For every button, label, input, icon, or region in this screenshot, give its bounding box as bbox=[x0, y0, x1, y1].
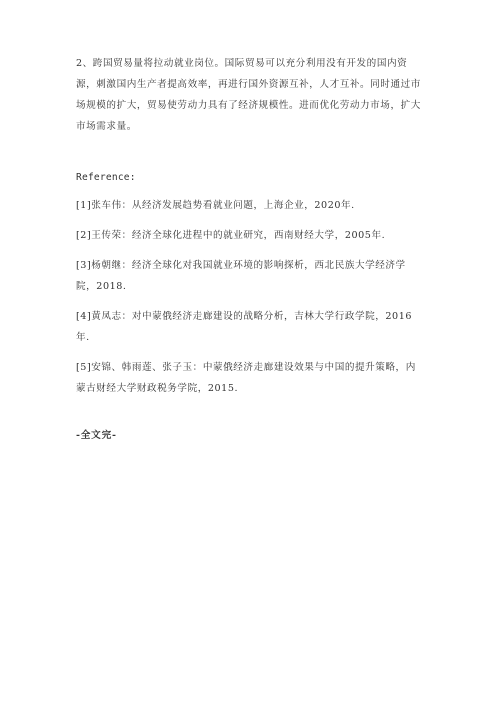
reference-list bbox=[76, 195, 424, 408]
reference-item: [4]黄凤志：对中蒙俄经济走廊建设的战略分析，吉林大学行政学院，2016年. bbox=[76, 311, 413, 343]
end-mark: -全文完- bbox=[76, 430, 117, 441]
reference-heading: Reference: bbox=[76, 172, 136, 183]
reference-item: [1]张车伟：从经济发展趋势看就业问题，上海企业，2020年. bbox=[76, 200, 355, 211]
reference-item: [5]安锦、韩雨莲、张子玉：中蒙俄经济走廊建设效果与中国的提升策略，内蒙古财经大学财政税务学院，2015. bbox=[76, 362, 416, 394]
body-paragraph: 2、跨国贸易量将拉动就业岗位。国际贸易可以充分利用没有开发的国内资源，刺激国内生产者提高效率，再进行国外资源互补，人才互补。同时通过市场规模的扩大，贸易使劳动力具有了经济规模性。进而优化劳动力市场，扩大市场需求量。 bbox=[76, 58, 421, 132]
reference-item: [3]杨朝继：经济全球化对我国就业环境的影响探析，西北民族大学经济学院，2018. bbox=[76, 260, 406, 292]
reference-item: [2]王传荣：经济全球化进程中的就业研究，西南财经大学，2005年. bbox=[76, 230, 386, 241]
